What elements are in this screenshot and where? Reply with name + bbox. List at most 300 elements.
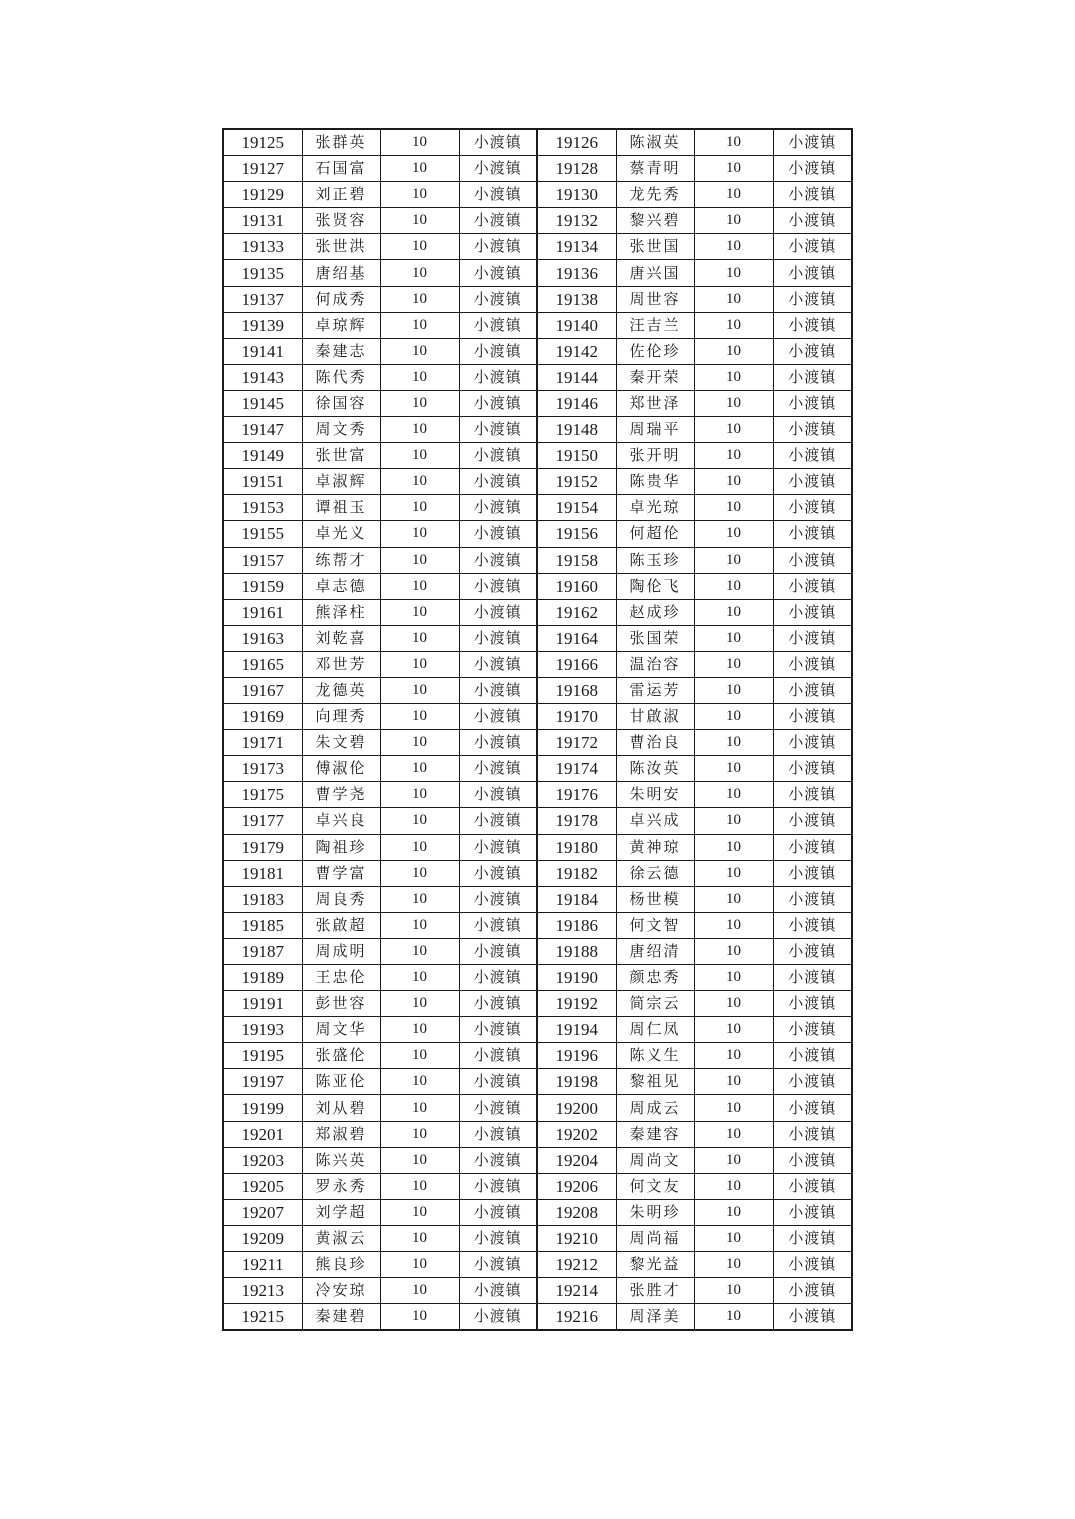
person-name-cell: 王忠伦 xyxy=(302,965,380,991)
person-name-cell: 颜忠秀 xyxy=(616,965,694,991)
amount-cell: 10 xyxy=(380,208,459,234)
amount-cell: 10 xyxy=(380,260,459,286)
amount-cell: 10 xyxy=(380,938,459,964)
amount-cell: 10 xyxy=(380,704,459,730)
amount-cell: 10 xyxy=(380,234,459,260)
record-number-cell: 19132 xyxy=(537,208,616,234)
table-row xyxy=(223,1252,852,1278)
table-row xyxy=(223,651,852,677)
town-name-cell: 小渡镇 xyxy=(459,1304,537,1331)
town-name-cell: 小渡镇 xyxy=(459,1199,537,1225)
person-name-cell: 周世容 xyxy=(616,286,694,312)
record-number-cell: 19192 xyxy=(537,991,616,1017)
town-name-cell: 小渡镇 xyxy=(459,834,537,860)
record-number-cell: 19198 xyxy=(537,1069,616,1095)
record-number-cell: 19130 xyxy=(537,182,616,208)
amount-cell: 10 xyxy=(694,1252,773,1278)
record-number-cell: 19167 xyxy=(223,677,302,703)
table-row xyxy=(223,129,852,156)
person-name-cell: 秦建容 xyxy=(616,1121,694,1147)
town-name-cell: 小渡镇 xyxy=(459,234,537,260)
table-row xyxy=(223,1043,852,1069)
amount-cell: 10 xyxy=(694,1121,773,1147)
person-name-cell: 徐国容 xyxy=(302,390,380,416)
record-number-cell: 19183 xyxy=(223,886,302,912)
person-name-cell: 黄淑云 xyxy=(302,1225,380,1251)
record-number-cell: 19202 xyxy=(537,1121,616,1147)
town-name-cell: 小渡镇 xyxy=(459,991,537,1017)
amount-cell: 10 xyxy=(694,651,773,677)
amount-cell: 10 xyxy=(380,1095,459,1121)
record-number-cell: 19126 xyxy=(537,129,616,156)
table-row xyxy=(223,1147,852,1173)
person-name-cell: 曹学尧 xyxy=(302,782,380,808)
record-number-cell: 19146 xyxy=(537,390,616,416)
town-name-cell: 小渡镇 xyxy=(773,599,852,625)
table-row xyxy=(223,756,852,782)
person-name-cell: 傅淑伦 xyxy=(302,756,380,782)
amount-cell: 10 xyxy=(380,756,459,782)
person-name-cell: 蔡青明 xyxy=(616,156,694,182)
record-number-cell: 19137 xyxy=(223,286,302,312)
record-number-cell: 19160 xyxy=(537,573,616,599)
record-number-cell: 19212 xyxy=(537,1252,616,1278)
town-name-cell: 小渡镇 xyxy=(773,965,852,991)
town-name-cell: 小渡镇 xyxy=(459,1069,537,1095)
amount-cell: 10 xyxy=(694,625,773,651)
person-name-cell: 周瑞平 xyxy=(616,417,694,443)
record-number-cell: 19206 xyxy=(537,1173,616,1199)
record-number-cell: 19214 xyxy=(537,1278,616,1304)
town-name-cell: 小渡镇 xyxy=(459,208,537,234)
person-name-cell: 刘从碧 xyxy=(302,1095,380,1121)
amount-cell: 10 xyxy=(694,782,773,808)
town-name-cell: 小渡镇 xyxy=(773,1017,852,1043)
amount-cell: 10 xyxy=(380,625,459,651)
town-name-cell: 小渡镇 xyxy=(459,417,537,443)
town-name-cell: 小渡镇 xyxy=(773,1199,852,1225)
amount-cell: 10 xyxy=(694,1017,773,1043)
town-name-cell: 小渡镇 xyxy=(773,547,852,573)
record-number-cell: 19147 xyxy=(223,417,302,443)
table-row xyxy=(223,886,852,912)
amount-cell: 10 xyxy=(380,338,459,364)
person-name-cell: 谭祖玉 xyxy=(302,495,380,521)
amount-cell: 10 xyxy=(694,390,773,416)
person-name-cell: 秦建碧 xyxy=(302,1304,380,1331)
amount-cell: 10 xyxy=(694,260,773,286)
table-row xyxy=(223,469,852,495)
amount-cell: 10 xyxy=(380,547,459,573)
town-name-cell: 小渡镇 xyxy=(773,1069,852,1095)
amount-cell: 10 xyxy=(694,208,773,234)
town-name-cell: 小渡镇 xyxy=(773,704,852,730)
amount-cell: 10 xyxy=(380,834,459,860)
record-number-cell: 19185 xyxy=(223,912,302,938)
town-name-cell: 小渡镇 xyxy=(773,1173,852,1199)
amount-cell: 10 xyxy=(380,1252,459,1278)
town-name-cell: 小渡镇 xyxy=(459,338,537,364)
town-name-cell: 小渡镇 xyxy=(459,573,537,599)
person-name-cell: 陈玉珍 xyxy=(616,547,694,573)
amount-cell: 10 xyxy=(694,938,773,964)
amount-cell: 10 xyxy=(380,1043,459,1069)
person-name-cell: 郑世泽 xyxy=(616,390,694,416)
record-number-cell: 19201 xyxy=(223,1121,302,1147)
record-number-cell: 19127 xyxy=(223,156,302,182)
person-name-cell: 何超伦 xyxy=(616,521,694,547)
person-name-cell: 张胜才 xyxy=(616,1278,694,1304)
record-number-cell: 19204 xyxy=(537,1147,616,1173)
person-name-cell: 卓琼辉 xyxy=(302,312,380,338)
person-name-cell: 邓世芳 xyxy=(302,651,380,677)
person-name-cell: 周仁凤 xyxy=(616,1017,694,1043)
town-name-cell: 小渡镇 xyxy=(773,312,852,338)
record-number-cell: 19210 xyxy=(537,1225,616,1251)
table-row xyxy=(223,573,852,599)
table-row xyxy=(223,417,852,443)
town-name-cell: 小渡镇 xyxy=(459,860,537,886)
amount-cell: 10 xyxy=(380,312,459,338)
town-name-cell: 小渡镇 xyxy=(459,129,537,156)
town-name-cell: 小渡镇 xyxy=(773,260,852,286)
town-name-cell: 小渡镇 xyxy=(459,808,537,834)
amount-cell: 10 xyxy=(694,338,773,364)
town-name-cell: 小渡镇 xyxy=(773,156,852,182)
person-name-cell: 周文华 xyxy=(302,1017,380,1043)
amount-cell: 10 xyxy=(380,651,459,677)
person-name-cell: 龙先秀 xyxy=(616,182,694,208)
amount-cell: 10 xyxy=(694,1095,773,1121)
town-name-cell: 小渡镇 xyxy=(773,443,852,469)
table-row xyxy=(223,1095,852,1121)
town-name-cell: 小渡镇 xyxy=(773,782,852,808)
amount-cell: 10 xyxy=(694,1043,773,1069)
town-name-cell: 小渡镇 xyxy=(773,1252,852,1278)
amount-cell: 10 xyxy=(694,521,773,547)
record-number-cell: 19138 xyxy=(537,286,616,312)
table-row xyxy=(223,521,852,547)
table-row xyxy=(223,1278,852,1304)
town-name-cell: 小渡镇 xyxy=(773,417,852,443)
town-name-cell: 小渡镇 xyxy=(773,1278,852,1304)
record-number-cell: 19186 xyxy=(537,912,616,938)
amount-cell: 10 xyxy=(380,156,459,182)
table-row xyxy=(223,808,852,834)
person-name-cell: 周良秀 xyxy=(302,886,380,912)
table-row xyxy=(223,912,852,938)
roster-table xyxy=(222,128,853,1331)
town-name-cell: 小渡镇 xyxy=(773,364,852,390)
amount-cell: 10 xyxy=(380,364,459,390)
town-name-cell: 小渡镇 xyxy=(459,677,537,703)
town-name-cell: 小渡镇 xyxy=(773,521,852,547)
town-name-cell: 小渡镇 xyxy=(773,756,852,782)
town-name-cell: 小渡镇 xyxy=(773,469,852,495)
amount-cell: 10 xyxy=(380,1304,459,1331)
table-row xyxy=(223,1069,852,1095)
record-number-cell: 19166 xyxy=(537,651,616,677)
amount-cell: 10 xyxy=(694,886,773,912)
town-name-cell: 小渡镇 xyxy=(773,286,852,312)
town-name-cell: 小渡镇 xyxy=(773,1121,852,1147)
person-name-cell: 陈亚伦 xyxy=(302,1069,380,1095)
town-name-cell: 小渡镇 xyxy=(773,390,852,416)
person-name-cell: 赵成珍 xyxy=(616,599,694,625)
amount-cell: 10 xyxy=(380,129,459,156)
person-name-cell: 唐兴国 xyxy=(616,260,694,286)
amount-cell: 10 xyxy=(380,521,459,547)
table-row xyxy=(223,782,852,808)
town-name-cell: 小渡镇 xyxy=(773,730,852,756)
town-name-cell: 小渡镇 xyxy=(459,1278,537,1304)
record-number-cell: 19193 xyxy=(223,1017,302,1043)
person-name-cell: 卓兴良 xyxy=(302,808,380,834)
record-number-cell: 19142 xyxy=(537,338,616,364)
town-name-cell: 小渡镇 xyxy=(773,573,852,599)
person-name-cell: 陶祖珍 xyxy=(302,834,380,860)
record-number-cell: 19191 xyxy=(223,991,302,1017)
person-name-cell: 张贤容 xyxy=(302,208,380,234)
record-number-cell: 19195 xyxy=(223,1043,302,1069)
person-name-cell: 卓光琼 xyxy=(616,495,694,521)
table-row xyxy=(223,1017,852,1043)
amount-cell: 10 xyxy=(694,547,773,573)
record-number-cell: 19170 xyxy=(537,704,616,730)
town-name-cell: 小渡镇 xyxy=(459,912,537,938)
town-name-cell: 小渡镇 xyxy=(459,547,537,573)
record-number-cell: 19164 xyxy=(537,625,616,651)
record-number-cell: 19157 xyxy=(223,547,302,573)
table-row xyxy=(223,156,852,182)
person-name-cell: 郑淑碧 xyxy=(302,1121,380,1147)
town-name-cell: 小渡镇 xyxy=(459,495,537,521)
record-number-cell: 19135 xyxy=(223,260,302,286)
amount-cell: 10 xyxy=(694,1278,773,1304)
record-number-cell: 19189 xyxy=(223,965,302,991)
amount-cell: 10 xyxy=(694,234,773,260)
table-row xyxy=(223,364,852,390)
town-name-cell: 小渡镇 xyxy=(773,208,852,234)
table-row xyxy=(223,547,852,573)
table-row xyxy=(223,625,852,651)
amount-cell: 10 xyxy=(380,417,459,443)
person-name-cell: 黎兴碧 xyxy=(616,208,694,234)
amount-cell: 10 xyxy=(694,704,773,730)
person-name-cell: 彭世容 xyxy=(302,991,380,1017)
amount-cell: 10 xyxy=(694,1147,773,1173)
table-row xyxy=(223,730,852,756)
record-number-cell: 19158 xyxy=(537,547,616,573)
person-name-cell: 龙德英 xyxy=(302,677,380,703)
person-name-cell: 雷运芳 xyxy=(616,677,694,703)
town-name-cell: 小渡镇 xyxy=(459,312,537,338)
record-number-cell: 19177 xyxy=(223,808,302,834)
town-name-cell: 小渡镇 xyxy=(773,860,852,886)
town-name-cell: 小渡镇 xyxy=(773,1043,852,1069)
table-row xyxy=(223,312,852,338)
amount-cell: 10 xyxy=(380,182,459,208)
amount-cell: 10 xyxy=(380,677,459,703)
person-name-cell: 曹治良 xyxy=(616,730,694,756)
person-name-cell: 张国荣 xyxy=(616,625,694,651)
amount-cell: 10 xyxy=(380,1017,459,1043)
table-row xyxy=(223,495,852,521)
town-name-cell: 小渡镇 xyxy=(459,443,537,469)
person-name-cell: 秦建志 xyxy=(302,338,380,364)
record-number-cell: 19172 xyxy=(537,730,616,756)
table-row xyxy=(223,1199,852,1225)
record-number-cell: 19143 xyxy=(223,364,302,390)
amount-cell: 10 xyxy=(694,443,773,469)
record-number-cell: 19133 xyxy=(223,234,302,260)
record-number-cell: 19194 xyxy=(537,1017,616,1043)
record-number-cell: 19176 xyxy=(537,782,616,808)
amount-cell: 10 xyxy=(380,1225,459,1251)
town-name-cell: 小渡镇 xyxy=(459,521,537,547)
record-number-cell: 19190 xyxy=(537,965,616,991)
amount-cell: 10 xyxy=(380,782,459,808)
record-number-cell: 19128 xyxy=(537,156,616,182)
record-number-cell: 19144 xyxy=(537,364,616,390)
person-name-cell: 朱明珍 xyxy=(616,1199,694,1225)
person-name-cell: 陈淑英 xyxy=(616,129,694,156)
person-name-cell: 简宗云 xyxy=(616,991,694,1017)
amount-cell: 10 xyxy=(380,443,459,469)
amount-cell: 10 xyxy=(380,573,459,599)
record-number-cell: 19149 xyxy=(223,443,302,469)
person-name-cell: 唐绍清 xyxy=(616,938,694,964)
town-name-cell: 小渡镇 xyxy=(459,1225,537,1251)
town-name-cell: 小渡镇 xyxy=(459,286,537,312)
person-name-cell: 陈义生 xyxy=(616,1043,694,1069)
record-number-cell: 19168 xyxy=(537,677,616,703)
amount-cell: 10 xyxy=(380,808,459,834)
amount-cell: 10 xyxy=(694,129,773,156)
person-name-cell: 何成秀 xyxy=(302,286,380,312)
town-name-cell: 小渡镇 xyxy=(773,338,852,364)
table-row xyxy=(223,338,852,364)
town-name-cell: 小渡镇 xyxy=(459,364,537,390)
person-name-cell: 陈贵华 xyxy=(616,469,694,495)
amount-cell: 10 xyxy=(694,756,773,782)
amount-cell: 10 xyxy=(694,677,773,703)
town-name-cell: 小渡镇 xyxy=(459,730,537,756)
person-name-cell: 石国富 xyxy=(302,156,380,182)
town-name-cell: 小渡镇 xyxy=(773,495,852,521)
town-name-cell: 小渡镇 xyxy=(459,651,537,677)
record-number-cell: 19208 xyxy=(537,1199,616,1225)
amount-cell: 10 xyxy=(694,599,773,625)
town-name-cell: 小渡镇 xyxy=(773,182,852,208)
amount-cell: 10 xyxy=(380,886,459,912)
town-name-cell: 小渡镇 xyxy=(459,1043,537,1069)
town-name-cell: 小渡镇 xyxy=(773,1225,852,1251)
person-name-cell: 甘啟淑 xyxy=(616,704,694,730)
record-number-cell: 19156 xyxy=(537,521,616,547)
person-name-cell: 熊泽柱 xyxy=(302,599,380,625)
town-name-cell: 小渡镇 xyxy=(459,469,537,495)
person-name-cell: 朱明安 xyxy=(616,782,694,808)
record-number-cell: 19187 xyxy=(223,938,302,964)
person-name-cell: 周泽美 xyxy=(616,1304,694,1331)
person-name-cell: 唐绍基 xyxy=(302,260,380,286)
record-number-cell: 19211 xyxy=(223,1252,302,1278)
town-name-cell: 小渡镇 xyxy=(773,651,852,677)
amount-cell: 10 xyxy=(380,730,459,756)
record-number-cell: 19188 xyxy=(537,938,616,964)
record-number-cell: 19207 xyxy=(223,1199,302,1225)
amount-cell: 10 xyxy=(694,469,773,495)
table-row xyxy=(223,182,852,208)
table-row xyxy=(223,208,852,234)
table-row xyxy=(223,234,852,260)
town-name-cell: 小渡镇 xyxy=(459,260,537,286)
town-name-cell: 小渡镇 xyxy=(773,129,852,156)
person-name-cell: 练帮才 xyxy=(302,547,380,573)
table-row xyxy=(223,834,852,860)
record-number-cell: 19152 xyxy=(537,469,616,495)
record-number-cell: 19140 xyxy=(537,312,616,338)
town-name-cell: 小渡镇 xyxy=(459,756,537,782)
record-number-cell: 19155 xyxy=(223,521,302,547)
person-name-cell: 黎祖见 xyxy=(616,1069,694,1095)
town-name-cell: 小渡镇 xyxy=(773,912,852,938)
record-number-cell: 19131 xyxy=(223,208,302,234)
record-number-cell: 19178 xyxy=(537,808,616,834)
table-row xyxy=(223,1225,852,1251)
table-row xyxy=(223,677,852,703)
record-number-cell: 19163 xyxy=(223,625,302,651)
table-row xyxy=(223,938,852,964)
amount-cell: 10 xyxy=(694,808,773,834)
amount-cell: 10 xyxy=(380,1121,459,1147)
amount-cell: 10 xyxy=(694,417,773,443)
record-number-cell: 19179 xyxy=(223,834,302,860)
town-name-cell: 小渡镇 xyxy=(459,599,537,625)
person-name-cell: 卓淑辉 xyxy=(302,469,380,495)
amount-cell: 10 xyxy=(380,286,459,312)
person-name-cell: 周文秀 xyxy=(302,417,380,443)
amount-cell: 10 xyxy=(694,1069,773,1095)
amount-cell: 10 xyxy=(694,912,773,938)
record-number-cell: 19129 xyxy=(223,182,302,208)
town-name-cell: 小渡镇 xyxy=(459,182,537,208)
town-name-cell: 小渡镇 xyxy=(459,1017,537,1043)
person-name-cell: 周成明 xyxy=(302,938,380,964)
person-name-cell: 何文友 xyxy=(616,1173,694,1199)
table-row xyxy=(223,443,852,469)
person-name-cell: 佐伦珍 xyxy=(616,338,694,364)
amount-cell: 10 xyxy=(694,1199,773,1225)
record-number-cell: 19169 xyxy=(223,704,302,730)
record-number-cell: 19174 xyxy=(537,756,616,782)
town-name-cell: 小渡镇 xyxy=(773,991,852,1017)
town-name-cell: 小渡镇 xyxy=(773,234,852,260)
amount-cell: 10 xyxy=(380,1069,459,1095)
amount-cell: 10 xyxy=(380,599,459,625)
town-name-cell: 小渡镇 xyxy=(459,965,537,991)
table-row xyxy=(223,599,852,625)
record-number-cell: 19136 xyxy=(537,260,616,286)
amount-cell: 10 xyxy=(380,860,459,886)
record-number-cell: 19216 xyxy=(537,1304,616,1331)
person-name-cell: 曹学富 xyxy=(302,860,380,886)
record-number-cell: 19181 xyxy=(223,860,302,886)
record-number-cell: 19180 xyxy=(537,834,616,860)
amount-cell: 10 xyxy=(380,1173,459,1199)
person-name-cell: 张盛伦 xyxy=(302,1043,380,1069)
